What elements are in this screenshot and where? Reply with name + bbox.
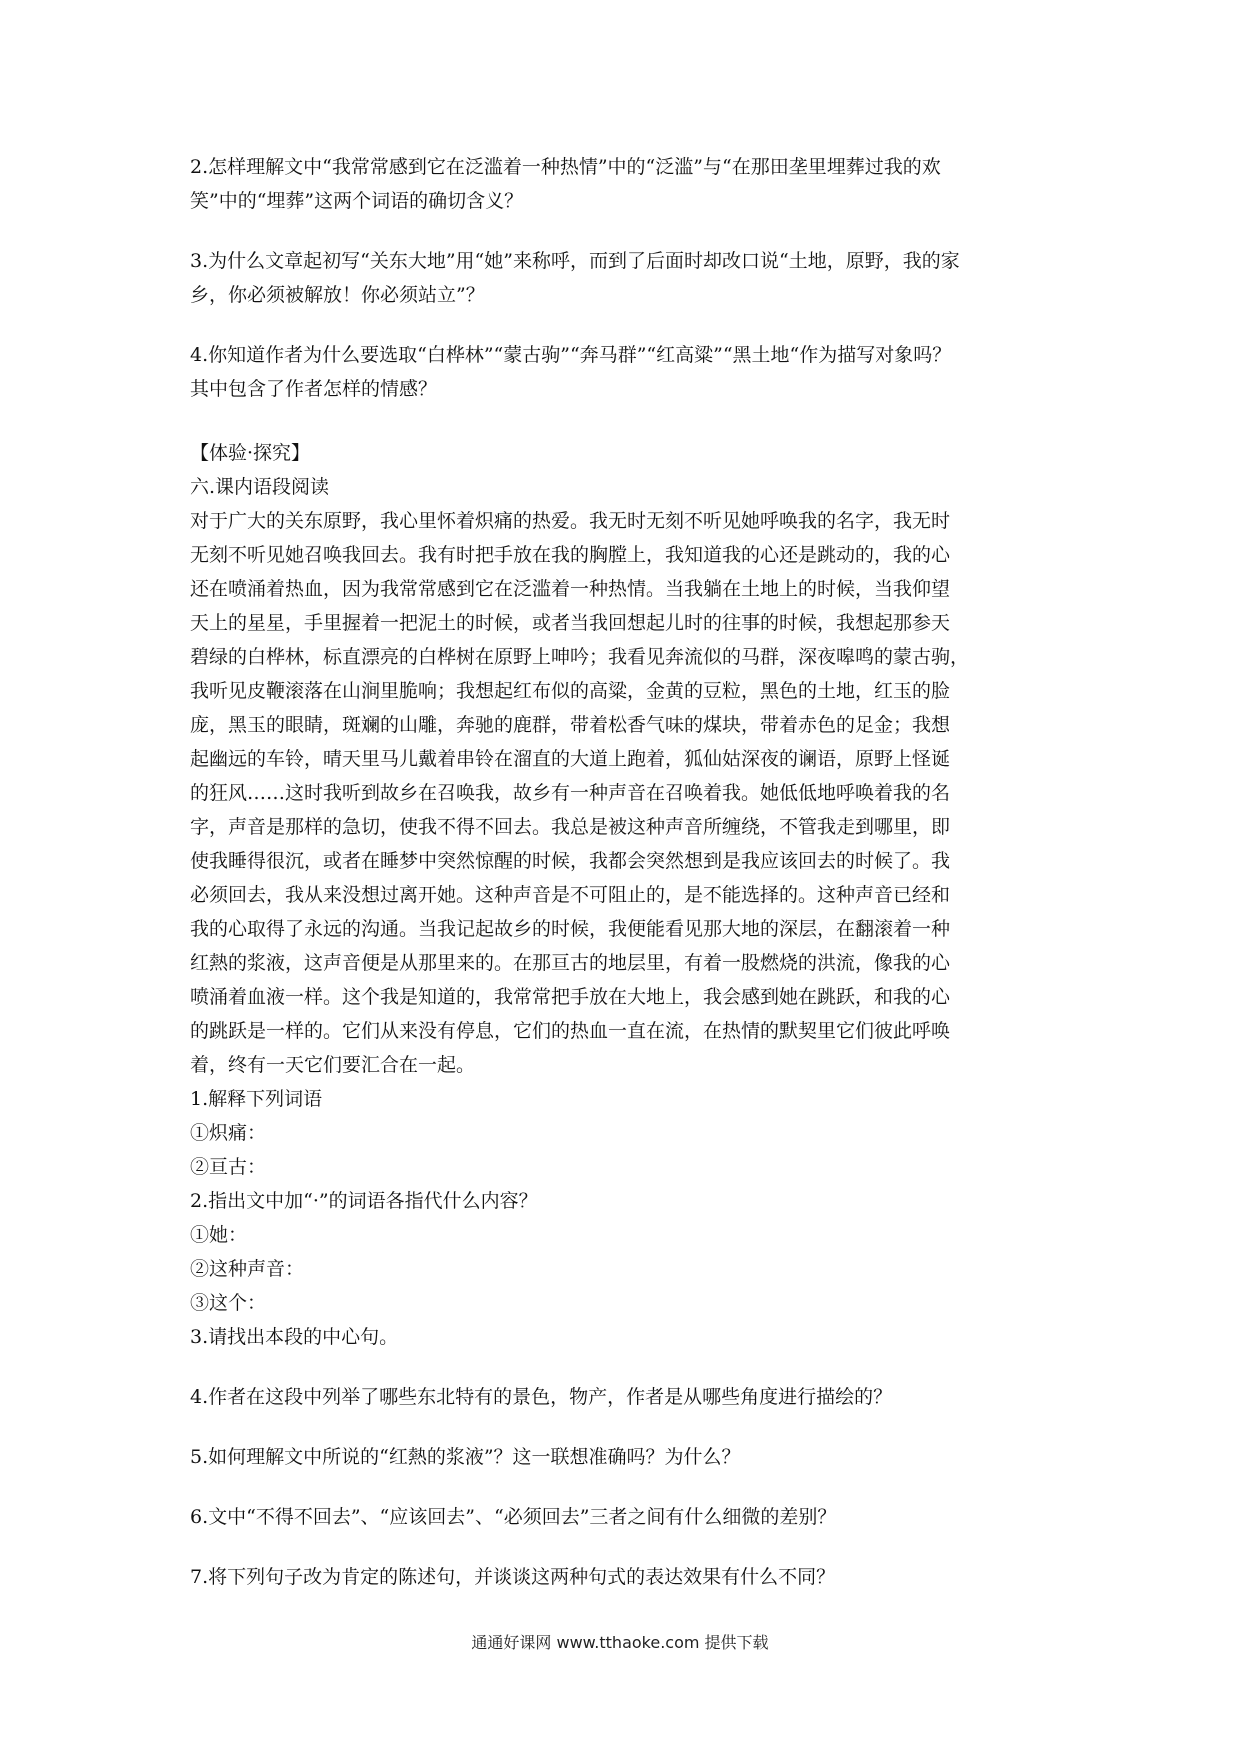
sub-question: ①她： [190, 1224, 248, 1246]
question-line: 3.为什么文章起初写“关东大地”用“她”来称呼，而到了后面时却改口说“土地，原野，我的家 [190, 250, 960, 272]
passage-line: 喷涌着血液一样。这个我是知道的，我常常把手放在大地上，我会感到她在跳跃，和我的心 [190, 986, 951, 1008]
sub-questions [190, 1082, 1070, 1354]
question-line: 乡，你必须被解放！你必须站立”？ [190, 284, 485, 306]
document-page [190, 150, 1070, 1594]
sub-question: 2.指出文中加“·”的词语各指代什么内容？ [190, 1190, 538, 1212]
sub-question: 3.请找出本段的中心句。 [190, 1326, 399, 1348]
sub-question: ②亘古： [190, 1156, 267, 1178]
section-subheading: 六.课内语段阅读 [190, 476, 330, 498]
passage-line: 无刻不听见她召唤我回去。我有时把手放在我的胸膛上，我知道我的心还是跳动的，我的心 [190, 544, 951, 566]
passage-line: 起幽远的车铃，晴天里马儿戴着串铃在溜直的大道上跑着，狐仙姑深夜的谰语，原野上怪诞 [190, 748, 951, 770]
section-heading: 【体验·探究】 [190, 442, 311, 464]
sub-question: ①炽痛： [190, 1122, 267, 1144]
passage-line: 天上的星星，手里握着一把泥土的时候，或者当我回想起儿时的往事的时候，我想起那参天 [190, 612, 951, 634]
passage-line: 碧绿的白桦林，标直漂亮的白桦树在原野上呻吟；我看见奔流似的马群，深夜嗥鸣的蒙古驹， [190, 646, 970, 668]
question-bottom: 5.如何理解文中所说的“红熱的浆液”？这一联想准确吗？为什么？ [190, 1446, 741, 1468]
question-line: 其中包含了作者怎样的情感？ [190, 378, 438, 400]
question-bottom: 7.将下列句子改为肯定的陈述句，并谈谈这两种句式的表达效果有什么不同？ [190, 1566, 836, 1588]
question-line: 笑”中的“埋葬”这两个词语的确切含义？ [190, 190, 524, 212]
passage-line: 我的心取得了永远的沟通。当我记起故乡的时候，我便能看见那大地的深层，在翻滚着一种 [190, 918, 951, 940]
passage-line: 的跳跃是一样的。它们从来没有停息，它们的热血一直在流，在热情的默契里它们彼此呼唤 [190, 1020, 951, 1042]
question-3 [190, 244, 1070, 312]
passage-line: 还在喷涌着热血，因为我常常感到它在泛滥着一种热情。当我躺在土地上的时候，当我仰望 [190, 578, 951, 600]
question-4 [190, 338, 1070, 406]
question-line: 2.怎样理解文中“我常常感到它在泛滥着一种热情”中的“泛滥”与“在那田垄里埋葬过我的欢 [190, 156, 941, 178]
passage-line: 我听见皮鞭滚落在山涧里脆响；我想起红布似的高粱，金黄的豆粒，黑色的土地，红玉的脸 [190, 680, 951, 702]
question-2 [190, 150, 1070, 218]
sub-question: ③这个： [190, 1292, 267, 1314]
reading-passage [190, 504, 1070, 1082]
question-line: 4.你知道作者为什么要选取“白桦林”“蒙古驹”“奔马群”“红高粱”“黑土地“作为描写对象吗？ [190, 344, 952, 366]
passage-line: 必须回去，我从来没想过离开她。这种声音是不可阻止的，是不能选择的。这种声音已经和 [190, 884, 951, 906]
passage-line: 字，声音是那样的急切，使我不得不回去。我总是被这种声音所缠绕，不管我走到哪里，即 [190, 816, 951, 838]
passage-line: 着，终有一天它们要汇合在一起。 [190, 1054, 476, 1076]
page-footer: 通通好课网 www.tthaoke.com 提供下载 [471, 1633, 769, 1652]
passage-line: 的狂风……这时我听到故乡在召唤我，故乡有一种声音在召唤着我。她低低地呼唤着我的名 [190, 782, 951, 804]
passage-line: 对于广大的关东原野，我心里怀着炽痛的热爱。我无时无刻不听见她呼唤我的名字，我无时 [190, 510, 951, 532]
question-bottom: 4.作者在这段中列举了哪些东北特有的景色，物产，作者是从哪些角度进行描绘的？ [190, 1386, 893, 1408]
sub-question: 1.解释下列词语 [190, 1088, 323, 1110]
passage-line: 庞，黑玉的眼睛，斑斓的山雕，奔驰的鹿群，带着松香气味的煤块，带着赤色的足金；我想 [190, 714, 951, 736]
question-bottom: 6.文中“不得不回去”、“应该回去”、“必须回去”三者之间有什么细微的差别？ [190, 1506, 837, 1528]
passage-line: 使我睡得很沉，或者在睡梦中突然惊醒的时候，我都会突然想到是我应该回去的时候了。我 [190, 850, 951, 872]
passage-line: 红熱的浆液，这声音便是从那里来的。在那亘古的地层里，有着一股燃烧的洪流，像我的心 [190, 952, 951, 974]
sub-question: ②这种声音： [190, 1258, 305, 1280]
